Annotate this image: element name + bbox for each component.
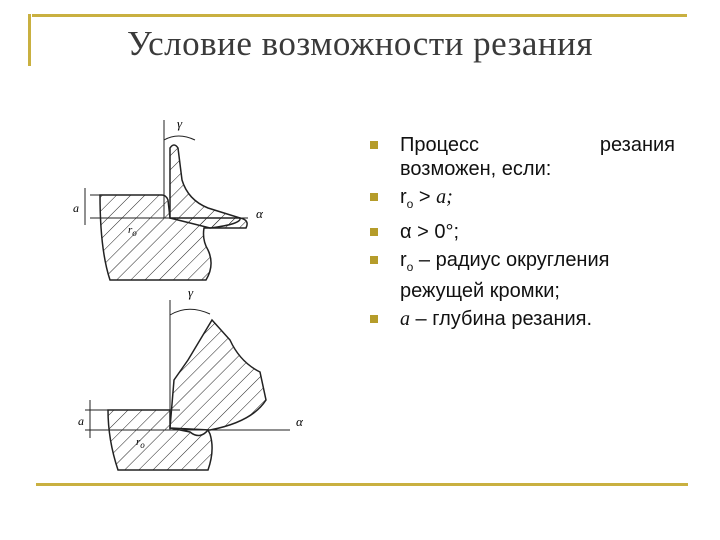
alpha-label-top: α [256, 206, 263, 221]
bullet-icon [370, 315, 378, 323]
bullet-icon [370, 256, 378, 264]
slide-title: Условие возможности резания [127, 24, 593, 63]
alpha-label-bottom: α [296, 414, 303, 429]
radius-label-top: $r_o$ [128, 224, 137, 238]
frame-top-line [32, 14, 687, 17]
tool-bottom [170, 320, 266, 430]
list-item [370, 220, 675, 244]
list-item: a – глубина резания. [370, 307, 675, 331]
bullet-icon [370, 228, 378, 236]
cutting-diagram [70, 100, 330, 490]
tool-top [170, 145, 240, 228]
gamma-label-top: γ [177, 116, 183, 131]
bullet-icon [370, 193, 378, 201]
list-item: $r_o$ – радиус округления режущей кромки; [370, 248, 675, 303]
condition-list [370, 133, 675, 335]
depth-label-top: a [73, 201, 79, 215]
bullet-icon [370, 141, 378, 149]
list-item [370, 133, 675, 181]
radius-label-bottom: $r_o$ [136, 436, 145, 450]
bullet-3-text: α > 0°; [400, 221, 460, 243]
bullet-1-line2: возможен, если: [400, 158, 552, 180]
list-item: $r_o > a$; [370, 185, 675, 216]
bullet-1-line1: Процесс резания [400, 134, 675, 156]
depth-label-bottom: a [78, 414, 84, 428]
gamma-label-bottom: γ [188, 285, 194, 300]
